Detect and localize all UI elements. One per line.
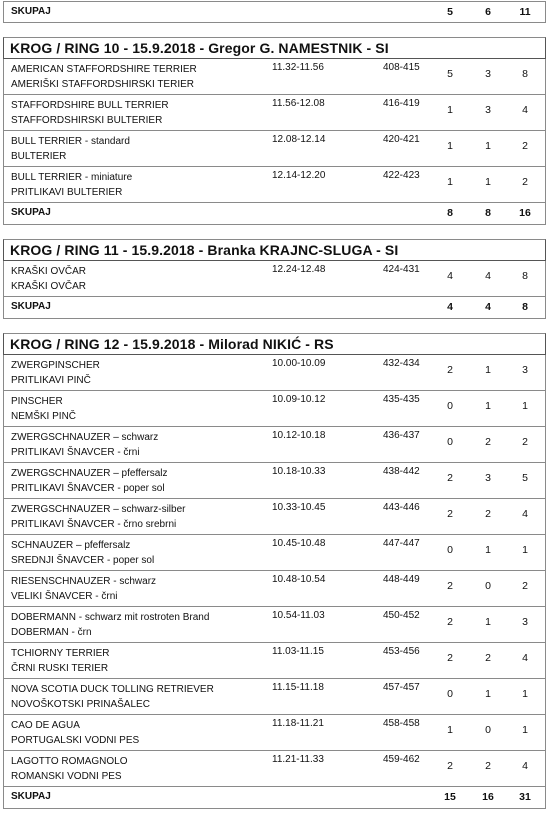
table-row xyxy=(3,499,546,535)
time-range: 11.21-11.33 xyxy=(272,754,324,765)
breed-name-original: ZWERGSCHNAUZER – pfeffersalz xyxy=(11,468,168,479)
breed-name-original: ZWERGSCHNAUZER – schwarz-silber xyxy=(11,504,186,515)
breed-name-original: ZWERGSCHNAUZER – schwarz xyxy=(11,432,159,443)
summary-count-1: 4 xyxy=(447,301,453,313)
breed-name-original: CAO DE AGUA xyxy=(11,720,80,731)
catalog-numbers: 447-447 xyxy=(383,538,420,549)
breed-cell xyxy=(11,264,86,294)
time-range: 11.15-11.18 xyxy=(272,682,324,693)
breed-name-slovene: NEMŠKI PINČ xyxy=(11,411,77,422)
catalog-numbers: 408-415 xyxy=(383,62,420,73)
breed-name-original: RIESENSCHNAUZER - schwarz xyxy=(11,576,157,587)
summary-count-1: 8 xyxy=(447,207,453,219)
breed-cell xyxy=(11,754,128,784)
catalog-numbers: 457-457 xyxy=(383,682,420,693)
count-total: 4 xyxy=(522,508,528,520)
summary-row xyxy=(3,1,546,23)
summary-label: SKUPAJ xyxy=(11,6,51,17)
count-total: 4 xyxy=(522,104,528,116)
count-total: 1 xyxy=(522,400,528,412)
count-2: 1 xyxy=(485,688,491,700)
count-2: 3 xyxy=(485,104,491,116)
time-range: 11.18-11.21 xyxy=(272,718,324,729)
count-1: 4 xyxy=(447,270,453,282)
count-1: 5 xyxy=(447,68,453,80)
summary-count-1: 15 xyxy=(444,791,456,803)
ring-header xyxy=(3,37,546,59)
catalog-numbers: 424-431 xyxy=(383,264,420,275)
count-1: 2 xyxy=(447,616,453,628)
breed-cell xyxy=(11,610,209,640)
catalog-numbers: 453-456 xyxy=(383,646,420,657)
count-total: 1 xyxy=(522,724,528,736)
breed-cell xyxy=(11,394,76,424)
breed-name-original: NOVA SCOTIA DUCK TOLLING RETRIEVER xyxy=(11,684,214,695)
catalog-numbers: 416-419 xyxy=(383,98,420,109)
count-2: 1 xyxy=(485,176,491,188)
count-1: 0 xyxy=(447,688,453,700)
catalog-numbers: 459-462 xyxy=(383,754,420,765)
table-row xyxy=(3,95,546,131)
count-2: 1 xyxy=(485,616,491,628)
table-row xyxy=(3,167,546,203)
count-1: 2 xyxy=(447,760,453,772)
time-range: 11.32-11.56 xyxy=(272,62,324,73)
count-total: 4 xyxy=(522,652,528,664)
count-2: 1 xyxy=(485,400,491,412)
count-total: 2 xyxy=(522,176,528,188)
table-row xyxy=(3,427,546,463)
breed-name-slovene: ČRNI RUSKI TERIER xyxy=(11,663,109,674)
breed-name-original: TCHIORNY TERRIER xyxy=(11,648,110,659)
time-range: 10.12-10.18 xyxy=(272,430,326,441)
count-1: 1 xyxy=(447,176,453,188)
breed-name-original: DOBERMANN - schwarz mit rostroten Brand xyxy=(11,612,210,623)
table-row xyxy=(3,131,546,167)
breed-name-slovene: ROMANSKI VODNI PES xyxy=(11,771,122,782)
count-total: 2 xyxy=(522,580,528,592)
catalog-numbers: 422-423 xyxy=(383,170,420,181)
time-range: 12.14-12.20 xyxy=(272,170,326,181)
count-1: 0 xyxy=(447,400,453,412)
count-2: 0 xyxy=(485,724,491,736)
catalog-numbers: 438-442 xyxy=(383,466,420,477)
ring-title: KROG / RING 12 - 15.9.2018 - Milorad NIKIĆ - RS xyxy=(10,336,334,352)
breed-name-slovene: PRITLIKAVI BULTERIER xyxy=(11,187,123,198)
breed-name-slovene: PRITLIKAVI PINČ xyxy=(11,375,91,386)
ring-header xyxy=(3,239,546,261)
summary-count-2: 16 xyxy=(482,791,494,803)
catalog-numbers: 448-449 xyxy=(383,574,420,585)
breed-cell xyxy=(11,98,169,128)
catalog-numbers: 432-434 xyxy=(383,358,420,369)
ring-title: KROG / RING 10 - 15.9.2018 - Gregor G. NAMESTNIK - SI xyxy=(10,40,389,56)
table-row xyxy=(3,463,546,499)
table-row xyxy=(3,715,546,751)
summary-count-2: 6 xyxy=(485,6,491,18)
time-range: 12.08-12.14 xyxy=(272,134,326,145)
breed-cell xyxy=(11,358,100,388)
breed-name-slovene: DOBERMAN - črn xyxy=(11,627,92,638)
breed-name-slovene: PRITLIKAVI ŠNAVCER - črni xyxy=(11,447,140,458)
summary-count-2: 4 xyxy=(485,301,491,313)
summary-count-1: 5 xyxy=(447,6,453,18)
count-1: 1 xyxy=(447,724,453,736)
breed-name-slovene: PRITLIKAVI ŠNAVCER - črno srebrni xyxy=(11,519,177,530)
summary-label: SKUPAJ xyxy=(11,791,51,802)
breed-name-slovene: STAFFORDSHIRSKI BULTERIER xyxy=(11,115,163,126)
breed-name-slovene: SREDNJI ŠNAVCER - poper sol xyxy=(11,555,155,566)
breed-cell xyxy=(11,170,132,200)
count-total: 2 xyxy=(522,436,528,448)
count-1: 1 xyxy=(447,140,453,152)
count-total: 5 xyxy=(522,472,528,484)
count-total: 3 xyxy=(522,616,528,628)
count-total: 1 xyxy=(522,688,528,700)
count-total: 2 xyxy=(522,140,528,152)
count-1: 2 xyxy=(447,508,453,520)
breed-name-slovene: PRITLIKAVI ŠNAVCER - poper sol xyxy=(11,483,165,494)
table-row xyxy=(3,751,546,787)
breed-cell xyxy=(11,466,168,496)
judging-schedule-page xyxy=(3,1,546,809)
breed-name-original: LAGOTTO ROMAGNOLO xyxy=(11,756,128,767)
summary-label: SKUPAJ xyxy=(11,301,51,312)
table-row xyxy=(3,571,546,607)
count-2: 2 xyxy=(485,760,491,772)
time-range: 11.03-11.15 xyxy=(272,646,324,657)
table-row xyxy=(3,535,546,571)
count-1: 0 xyxy=(447,544,453,556)
breed-cell xyxy=(11,682,214,712)
breed-name-original: AMERICAN STAFFORDSHIRE TERRIER xyxy=(11,64,197,75)
count-total: 8 xyxy=(522,270,528,282)
breed-cell xyxy=(11,62,197,92)
ring-title: KROG / RING 11 - 15.9.2018 - Branka KRAJNC-SLUGA - SI xyxy=(10,242,399,258)
breed-cell xyxy=(11,538,154,568)
breed-name-original: ZWERGPINSCHER xyxy=(11,360,100,371)
time-range: 10.48-10.54 xyxy=(272,574,326,585)
breed-name-slovene: AMERIŠKI STAFFORDSHIRSKI TERIER xyxy=(11,79,194,90)
count-2: 4 xyxy=(485,270,491,282)
count-2: 1 xyxy=(485,544,491,556)
summary-row xyxy=(3,203,546,225)
breed-name-slovene: KRAŠKI OVČAR xyxy=(11,281,87,292)
table-row xyxy=(3,679,546,715)
catalog-numbers: 458-458 xyxy=(383,718,420,729)
count-1: 2 xyxy=(447,580,453,592)
count-2: 2 xyxy=(485,436,491,448)
breed-name-original: BULL TERRIER - miniature xyxy=(11,172,133,183)
count-1: 0 xyxy=(447,436,453,448)
count-1: 1 xyxy=(447,104,453,116)
breed-name-original: PINSCHER xyxy=(11,396,63,407)
catalog-numbers: 435-435 xyxy=(383,394,420,405)
time-range: 11.56-12.08 xyxy=(272,98,325,109)
table-row xyxy=(3,261,546,297)
count-1: 2 xyxy=(447,652,453,664)
breed-cell xyxy=(11,502,185,532)
table-row xyxy=(3,643,546,679)
table-row xyxy=(3,607,546,643)
breed-name-slovene: BULTERIER xyxy=(11,151,67,162)
breed-cell xyxy=(11,718,139,748)
count-2: 1 xyxy=(485,364,491,376)
time-range: 10.33-10.45 xyxy=(272,502,326,513)
summary-count-2: 8 xyxy=(485,207,491,219)
catalog-numbers: 450-452 xyxy=(383,610,420,621)
summary-row xyxy=(3,297,546,319)
time-range: 10.00-10.09 xyxy=(272,358,326,369)
count-1: 2 xyxy=(447,364,453,376)
time-range: 12.24-12.48 xyxy=(272,264,326,275)
breed-name-slovene: NOVOŠKOTSKI PRINAŠALEC xyxy=(11,699,150,710)
ring-header xyxy=(3,333,546,355)
time-range: 10.18-10.33 xyxy=(272,466,326,477)
count-2: 2 xyxy=(485,508,491,520)
table-row xyxy=(3,355,546,391)
time-range: 10.54-11.03 xyxy=(272,610,325,621)
breed-cell xyxy=(11,646,110,676)
count-2: 3 xyxy=(485,68,491,80)
summary-row xyxy=(3,787,546,809)
catalog-numbers: 443-446 xyxy=(383,502,420,513)
count-2: 2 xyxy=(485,652,491,664)
table-row xyxy=(3,59,546,95)
breed-cell xyxy=(11,574,156,604)
summary-count-total: 8 xyxy=(522,301,528,313)
table-row xyxy=(3,391,546,427)
catalog-numbers: 436-437 xyxy=(383,430,420,441)
count-total: 8 xyxy=(522,68,528,80)
count-2: 3 xyxy=(485,472,491,484)
breed-name-original: KRAŠKI OVČAR xyxy=(11,266,87,277)
catalog-numbers: 420-421 xyxy=(383,134,420,145)
breed-cell xyxy=(11,134,130,164)
breed-name-slovene: PORTUGALSKI VODNI PES xyxy=(11,735,140,746)
breed-name-original: STAFFORDSHIRE BULL TERRIER xyxy=(11,100,169,111)
breed-cell xyxy=(11,430,158,460)
count-total: 3 xyxy=(522,364,528,376)
count-2: 0 xyxy=(485,580,491,592)
breed-name-original: BULL TERRIER - standard xyxy=(11,136,130,147)
summary-label: SKUPAJ xyxy=(11,207,51,218)
count-total: 4 xyxy=(522,760,528,772)
summary-count-total: 31 xyxy=(519,791,531,803)
summary-count-total: 16 xyxy=(519,207,531,219)
summary-count-total: 11 xyxy=(519,6,531,18)
count-1: 2 xyxy=(447,472,453,484)
time-range: 10.09-10.12 xyxy=(272,394,326,405)
count-2: 1 xyxy=(485,140,491,152)
breed-name-slovene: VELIKI ŠNAVCER - črni xyxy=(11,591,118,602)
breed-name-original: SCHNAUZER – pfeffersalz xyxy=(11,540,131,551)
count-total: 1 xyxy=(522,544,528,556)
time-range: 10.45-10.48 xyxy=(272,538,326,549)
